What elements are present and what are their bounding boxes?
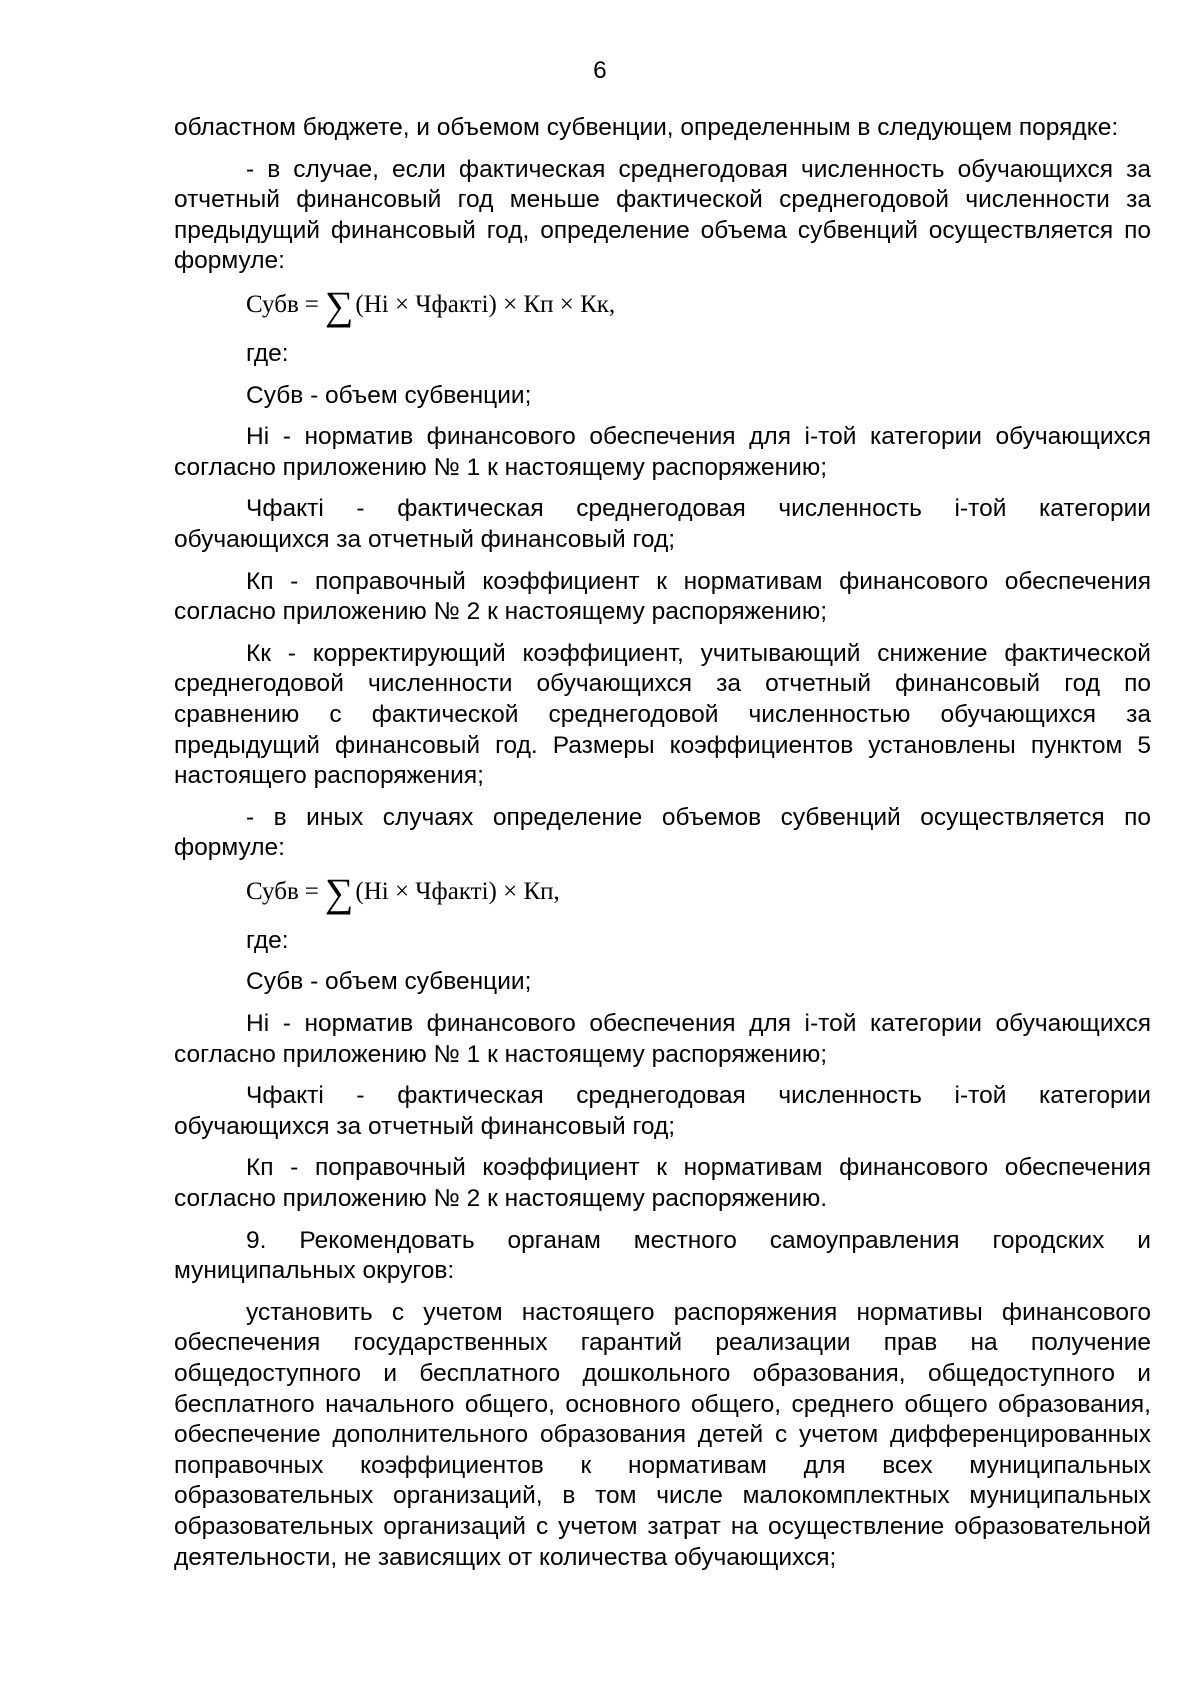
paragraph: Чфактi - фактическая среднегодовая численность i-той категории обучающихся за отчетный финансовый год; [174, 495, 1151, 553]
paragraph: Кп - поправочный коэффициент к нормативам финансового обеспечения согласно приложению № 2 к настоящему распоряжению. [174, 1154, 1151, 1213]
formula-equals: = [304, 877, 319, 905]
paragraph: Нi - норматив финансового обеспечения для i-той категории обучающихся согласно приложению № 1 к настоящему распоряжению; [174, 423, 1151, 481]
paragraph: установить с учетом настоящего распоряжения нормативы финансового обеспечения государственных гарантий реализации прав на получение общедоступного и бесплатного дошкольного образования, общедоступного и бесплатного начального общего, основного общего, среднего общего образования, обеспечение дополнительного образования детей с учетом дифференцированных поправочных коэффициентов к нормативам для всех муниципальных образовательных организаций, в том числе малокомплектных муниципальных образовательных организаций с учетом затрат на осуществление образовательной деятельности, не зависящих от количества обучающихся; [174, 1298, 1151, 1571]
paragraph: Кп - поправочный коэффициент к нормативам финансового обеспечения согласно приложению № 2 к настоящему распоряжению; [174, 567, 1151, 626]
formula-2 [246, 869, 1151, 915]
paragraph: - в иных случаях определение объемов субвенций осуществляется по формуле: [174, 803, 1151, 862]
paragraph: Кк - корректирующий коэффициент, учитывающий снижение фактической среднегодовой численности обучающихся за отчетный финансовый год по сравнению с фактической среднегодовой численностью обучающихся за предыдущий финансовый год. Размеры коэффициентов установлены пунктом 5 настоящего распоряжения; [174, 639, 1151, 790]
paragraph: областном бюджете, и объемом субвенции, определенным в следующем порядке: [174, 114, 1119, 141]
paragraph: Нi - норматив финансового обеспечения для i-той категории обучающихся согласно приложению № 1 к настоящему распоряжению; [174, 1010, 1151, 1068]
document-body [174, 113, 1151, 1584]
formula-1 [246, 282, 1151, 328]
formula-lhs: Субв [246, 290, 299, 318]
paragraph: где: [246, 339, 289, 367]
formula-equals: = [304, 290, 319, 318]
paragraph: Субв - объем субвенции; [246, 381, 532, 409]
formula-lhs: Субв [246, 877, 299, 905]
paragraph: 9. Рекомендовать органам местного самоуправления городских и муниципальных округов: [174, 1226, 1151, 1285]
formula-body: (Нi × Чфактi) × Кп × Кк, [355, 290, 616, 318]
formula-body: (Нi × Чфактi) × Кп, [355, 877, 560, 905]
page-number: 6 [593, 57, 607, 84]
paragraph: где: [246, 926, 289, 954]
sum-sign: ∑ [324, 282, 354, 328]
paragraph: Субв - объем субвенции; [246, 968, 532, 996]
paragraph: - в случае, если фактическая среднегодовая численность обучающихся за отчетный финансовый год меньше фактической среднегодовой численности за предыдущий финансовый год, определение объема субвенций осуществляется по формуле: [174, 155, 1151, 275]
paragraph: Чфактi - фактическая среднегодовая численность i-той категории обучающихся за отчетный финансовый год; [174, 1082, 1151, 1140]
sum-sign: ∑ [324, 869, 354, 915]
